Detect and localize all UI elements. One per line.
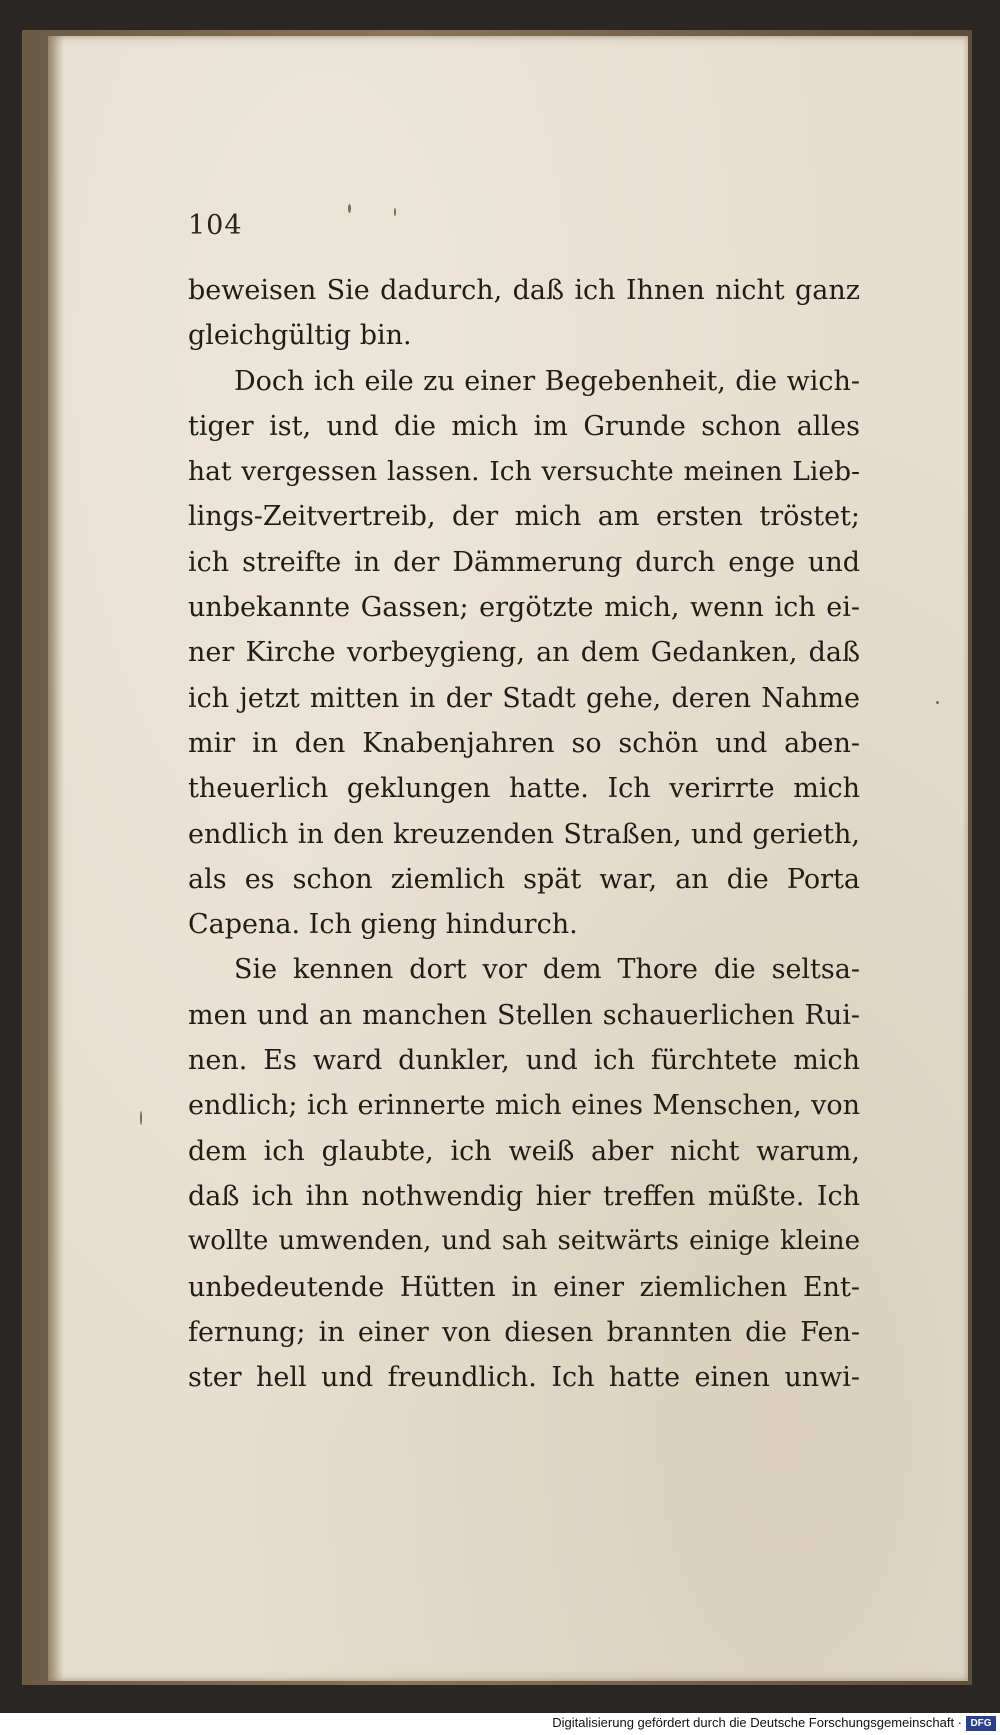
text-line: unbedeutende Hütten in einer ziemlichen Ent- [188, 1271, 860, 1303]
text-line: men und an manchen Stellen schauerlichen Rui- [188, 999, 860, 1031]
gutter-shadow [48, 36, 64, 1681]
text-line: als es schon ziemlich spät war, an die Porta [188, 863, 860, 895]
text-line: mir in den Knabenjahren so schön und aben- [188, 727, 860, 759]
text-line: dem ich glaubte, ich weiß aber nicht warum, [188, 1135, 860, 1167]
text-line: Sie kennen dort vor dem Thore die seltsa- [234, 954, 860, 986]
text-line: endlich in den kreuzenden Straßen, und gerieth, [188, 818, 860, 850]
text-line: gleichgültig bin. [188, 320, 412, 352]
text-line: lings-Zeitvertreib, der mich am ersten tröstet; [188, 501, 860, 533]
page-body-text [188, 268, 860, 1400]
text-line: tiger ist, und die mich im Grunde schon alles [188, 410, 860, 442]
text-line: beweisen Sie dadurch, daß ich Ihnen nicht ganz [188, 275, 860, 306]
paper-speck [348, 204, 351, 213]
text-line: theuerlich geklungen hatte. Ich verirrte mich [188, 773, 860, 805]
paper-speck [140, 1111, 142, 1125]
paper-speck [936, 701, 939, 704]
text-line: Capena. Ich gieng hindurch. [188, 909, 578, 941]
page-number: 104 [188, 210, 243, 241]
text-line: daß ich ihn nothwendig hier treffen müßte. Ich [188, 1180, 860, 1212]
text-line: nen. Es ward dunkler, und ich fürchtete mich [188, 1045, 860, 1077]
text-line: wollte umwenden, und sah seitwärts einige kleine [188, 1226, 860, 1257]
text-line: ich streifte in der Dämmerung durch enge und [188, 546, 860, 578]
paper-speck [394, 208, 396, 216]
text-line: Doch ich eile zu einer Begebenheit, die wich- [234, 365, 860, 397]
text-line: endlich; ich erinnerte mich eines Menschen, von [188, 1090, 860, 1122]
footer-bar [0, 1713, 1000, 1735]
text-line: ner Kirche vorbeygieng, an dem Gedanken, daß [188, 637, 860, 669]
dfg-logo: DFG [966, 1716, 996, 1731]
text-line: ich jetzt mitten in der Stadt gehe, deren Nahme [188, 682, 860, 714]
footer-credit: Digitalisierung gefördert durch die Deutsche Forschungsgemeinschaft · [552, 1715, 962, 1730]
text-line: fernung; in einer von diesen brannten die Fen- [188, 1316, 860, 1348]
text-line: ster hell und freundlich. Ich hatte einen unwi- [188, 1362, 860, 1394]
text-line: unbekannte Gassen; ergötzte mich, wenn ich ei- [188, 592, 860, 624]
text-line: hat vergessen lassen. Ich versuchte meinen Lieb- [188, 456, 860, 488]
